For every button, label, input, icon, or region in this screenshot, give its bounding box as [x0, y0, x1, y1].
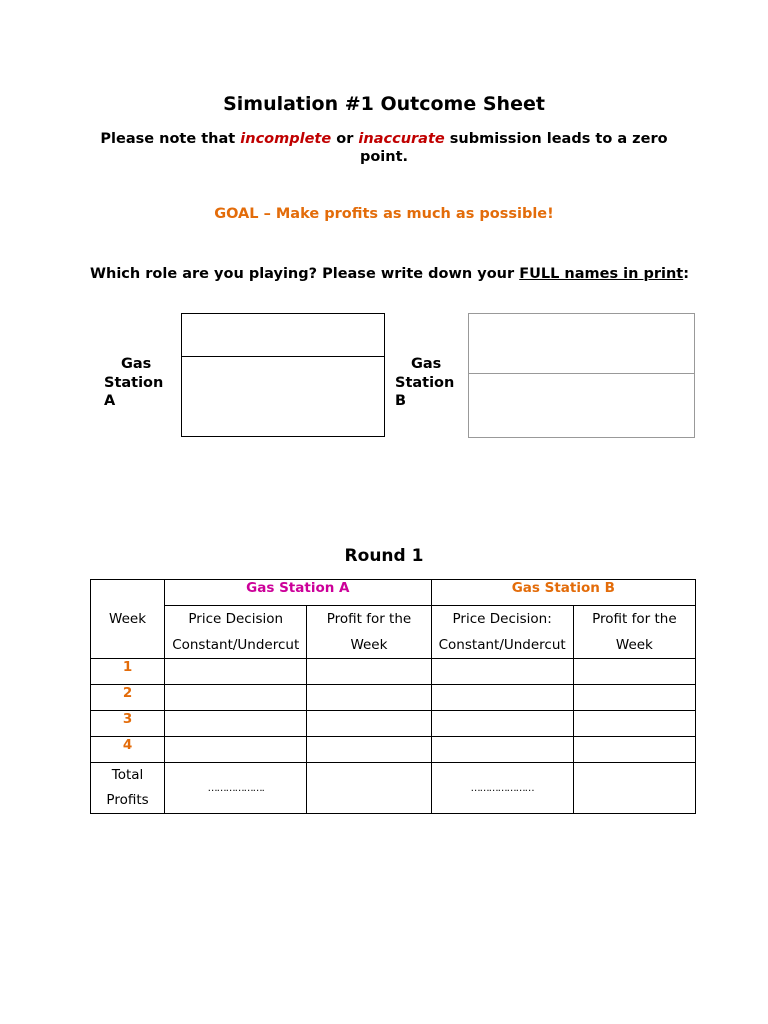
station-a-header: Gas Station A: [165, 580, 431, 606]
station-b-profit-header: [573, 606, 695, 659]
station-a-label: [104, 355, 176, 411]
role-prompt-prefix: Which role are you playing? Please write down your: [90, 266, 520, 282]
week-number: 3: [91, 711, 165, 737]
station-a-price-cell[interactable]: [165, 711, 307, 737]
station-a-name-box[interactable]: [181, 313, 385, 437]
table-row: [91, 659, 696, 685]
role-prompt-underlined-2: print: [643, 266, 684, 282]
station-a-profit-cell[interactable]: [307, 737, 431, 763]
table-row: [91, 711, 696, 737]
station-a-price-header: [165, 606, 307, 659]
week-number: 1: [91, 659, 165, 685]
total-profits-label-line1: Total: [111, 767, 144, 783]
station-b-name-box[interactable]: [468, 313, 695, 438]
station-b-profit-header-line2: Week: [615, 637, 653, 653]
station-a-name-divider: [182, 356, 384, 357]
total-profits-label-line2: Profits: [106, 792, 149, 808]
station-a-price-header-line1: Price Decision: [188, 611, 284, 627]
station-a-profit-cell[interactable]: [307, 685, 431, 711]
station-a-label-line1: Gas: [121, 356, 152, 372]
role-prompt-suffix: :: [683, 266, 690, 282]
role-prompt: [90, 265, 690, 284]
station-b-price-header-line1: Price Decision:: [452, 611, 552, 627]
station-a-profit-header: [307, 606, 431, 659]
station-b-total-placeholder: …………………: [431, 763, 573, 814]
station-a-price-cell[interactable]: [165, 659, 307, 685]
role-prompt-underlined-1: FULL names in: [519, 266, 644, 282]
station-a-profit-header-line1: Profit for the: [326, 611, 412, 627]
station-b-price-header-line2: Constant/Undercut: [438, 637, 566, 653]
goal-text: GOAL – Make profits as much as possible!: [214, 206, 554, 222]
station-a-profit-cell[interactable]: [307, 659, 431, 685]
table-row: [91, 737, 696, 763]
station-b-price-header: [431, 606, 573, 659]
station-b-label-line1: Gas: [411, 356, 442, 372]
total-row: [91, 763, 696, 814]
note-prefix: Please note that: [100, 131, 241, 147]
station-a-price-cell[interactable]: [165, 685, 307, 711]
station-b-name-divider: [469, 373, 694, 374]
submission-note: [86, 130, 682, 166]
note-incomplete: incomplete: [240, 131, 332, 147]
station-b-header: Gas Station B: [431, 580, 695, 606]
round-table: [90, 579, 696, 814]
week-number: 4: [91, 737, 165, 763]
station-a-profit-cell[interactable]: [307, 711, 431, 737]
station-a-profit-header-line2: Week: [350, 637, 388, 653]
station-b-label-line2: Station: [395, 374, 455, 391]
station-b-price-cell[interactable]: [431, 711, 573, 737]
note-mid: or: [331, 131, 359, 147]
station-b-profit-cell[interactable]: [573, 711, 695, 737]
station-b-label-line3: B: [395, 393, 407, 409]
station-b-price-cell[interactable]: [431, 737, 573, 763]
week-number: 2: [91, 685, 165, 711]
station-a-label-line2: Station: [104, 374, 164, 391]
note-inaccurate: inaccurate: [358, 131, 445, 147]
goal-statement: [0, 206, 768, 222]
station-a-total-placeholder: ……………….: [165, 763, 307, 814]
station-a-total-profit-cell[interactable]: [307, 763, 431, 814]
round-heading: Round 1: [344, 546, 424, 566]
station-a-label-line3: A: [104, 393, 116, 409]
station-b-profit-cell[interactable]: [573, 659, 695, 685]
table-row: [91, 685, 696, 711]
note-suffix: submission leads to a zero point.: [359, 131, 668, 165]
station-b-profit-cell[interactable]: [573, 685, 695, 711]
station-a-price-cell[interactable]: [165, 737, 307, 763]
week-header: Week: [91, 580, 165, 659]
station-b-profit-cell[interactable]: [573, 737, 695, 763]
station-b-total-profit-cell[interactable]: [573, 763, 695, 814]
station-b-profit-header-line1: Profit for the: [592, 611, 677, 627]
station-a-price-header-line2: Constant/Undercut: [172, 637, 300, 653]
station-b-label: [395, 355, 467, 411]
station-b-price-cell[interactable]: [431, 659, 573, 685]
station-b-price-cell[interactable]: [431, 685, 573, 711]
total-profits-label: [91, 763, 165, 814]
page-title: Simulation #1 Outcome Sheet: [223, 93, 545, 115]
